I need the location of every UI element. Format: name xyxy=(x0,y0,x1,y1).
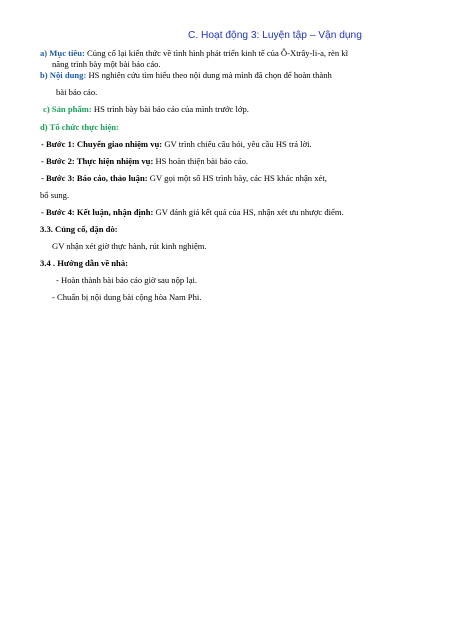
objective-line-1 xyxy=(40,48,348,59)
objective-line-2: năng trình bày một bài báo cáo. xyxy=(52,59,161,69)
step-1-text: GV trình chiếu câu hỏi, yêu cầu HS trả lời. xyxy=(162,139,312,149)
product-label: c) Sản phẩm: xyxy=(43,104,92,114)
content-text-1: HS nghiên cứu tìm hiểu theo nội dung mà mình đã chọn để hoàn thành xyxy=(86,70,332,80)
homework-item-1: - Hoàn thành bài báo cáo giờ sau nộp lại. xyxy=(56,275,198,285)
step-3-continuation: bổ sung. xyxy=(40,190,70,200)
section-3-4-title: 3.4 . Hướng dẫn về nhà: xyxy=(40,258,128,268)
content-line-2: bài báo cáo. xyxy=(56,87,98,97)
step-2 xyxy=(41,156,248,167)
step-3-label: - Bước 3: Báo cáo, thảo luận: xyxy=(41,173,148,183)
step-2-label: - Bước 2: Thực hiện nhiệm vụ: xyxy=(41,156,154,166)
implementation-heading: d) Tổ chức thực hiện: xyxy=(40,122,119,132)
content-label: b) Nội dung: xyxy=(40,70,87,80)
step-3 xyxy=(41,173,327,184)
objective-text-1: Củng cố lại kiến thức về tình hình phát triển kinh tế của Ô-Xtrây-li-a, rèn kĩ xyxy=(84,48,348,58)
product-text: HS trình bày bài báo cáo của mình trước lớp. xyxy=(91,104,249,114)
step-3-text: GV gọi một số HS trình bày, các HS khác nhận xét, xyxy=(147,173,327,183)
step-1-label: - Bước 1: Chuyển giao nhiệm vụ: xyxy=(41,139,163,149)
objective-label: a) Mục tiêu: xyxy=(40,48,85,58)
homework-item-2: - Chuẩn bị nội dung bài cộng hòa Nam Phi. xyxy=(52,292,202,302)
product-line xyxy=(43,104,249,115)
content-line-1 xyxy=(40,70,332,81)
step-4-label: - Bước 4: Kết luận, nhận định: xyxy=(41,207,154,217)
section-3-3-text: GV nhận xét giờ thực hành, rút kinh nghiệm. xyxy=(52,241,207,251)
section-heading: C. Hoạt động 3: Luyện tập – Vận dụng xyxy=(188,30,362,41)
step-4-text: GV đánh giá kết quả của HS, nhận xét ưu nhược điểm. xyxy=(153,207,344,217)
section-3-3-title: 3.3. Củng cố, dặn dò: xyxy=(40,224,118,234)
step-2-text: HS hoàn thiện bài báo cáo. xyxy=(153,156,249,166)
step-4 xyxy=(41,207,344,218)
step-1 xyxy=(41,139,312,150)
